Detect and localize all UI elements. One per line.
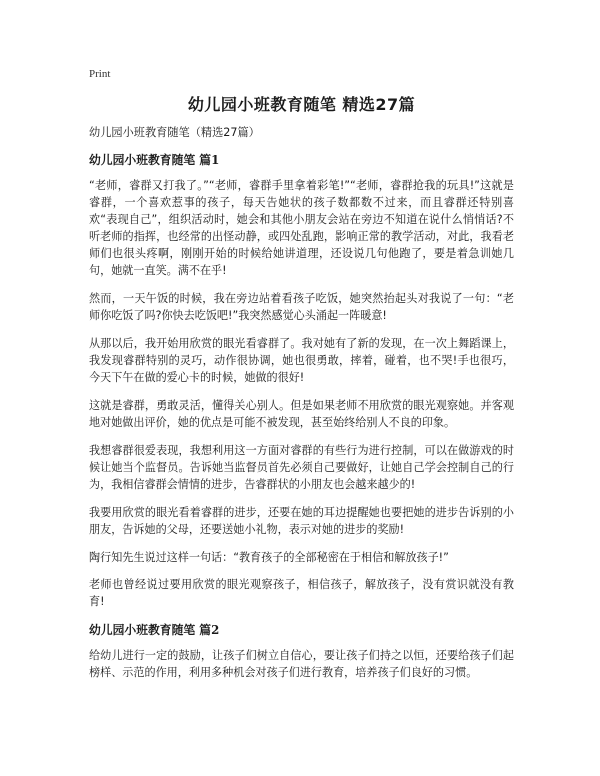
print-label: Print xyxy=(89,68,111,80)
document-page xyxy=(89,68,514,692)
paragraph: 我要用欣赏的眼光看着睿群的进步，还要在她的耳边提醒她也要把她的进步告诉别的小朋友，告诉她的父母，还要送她小礼物，表示对她的进步的奖励! xyxy=(89,506,514,536)
paragraph: 老师也曾经说过要用欣赏的眼光观察孩子，相信孩子，解放孩子，没有赏识就没有教育! xyxy=(89,578,514,608)
section-heading: 幼儿园小班教育随笔 篇2 xyxy=(89,623,220,637)
document-subtitle: 幼儿园小班教育随笔（精选27篇） xyxy=(89,126,260,139)
section-1 xyxy=(89,151,514,610)
section-heading: 幼儿园小班教育随笔 篇1 xyxy=(89,153,220,167)
document-title: 幼儿园小班教育随笔 精选27篇 xyxy=(187,95,416,114)
paragraph: 给幼儿进行一定的鼓励，让孩子们树立自信心，要让孩子们持之以恒，还要给孩子们起榜样、示范的作用，利用多种机会对孩子们进行教育，培养孩子们良好的习惯。 xyxy=(89,649,514,679)
paragraph: 陶行知先生说过这样一句话：“教育孩子的全部秘密在于相信和解放孩子!” xyxy=(89,551,449,564)
paragraph: 从那以后，我开始用欣赏的眼光看睿群了。我对她有了新的发现，在一次上舞蹈课上，我发现睿群特别的灵巧，动作很协调，她也很勇敢，摔着，碰着，也不哭!手也很巧，今天下午在做的爱心卡的时候，她做的很好! xyxy=(89,337,514,384)
paragraph: 这就是睿群，勇敢灵活，懂得关心别人。但是如果老师不用欣赏的眼光观察她。并客观地对她做出评价，她的优点是可能不被发现，甚至始终给别人不良的印象。 xyxy=(89,399,514,429)
section-2 xyxy=(89,621,514,681)
paragraph: 我想睿群很爱表现，我想利用这一方面对睿群的有些行为进行控制，可以在做游戏的时候让她当个监督员。告诉她当监督员首先必须自己要做好，让她自己学会控制自己的行为，我相信睿群会情情的进步，告睿群状的小朋友也会越来越少的! xyxy=(89,444,514,491)
paragraph: “老师，睿群又打我了。”“老师，睿群手里拿着彩笔!”“老师，睿群抢我的玩具!”这就是睿群，一个喜欢惹事的孩子，每天告她状的孩子数都数不过来，而且睿群还特别喜欢“表现自己”，组织活动时，她会和其他小朋友会站在旁边不知道在说什么悄悄话?不听老师的指挥，也经常的出怪动静，或四处乱跑，影响正常的教学活动，对此，我看老师们也很头疼啊，刚刚开始的时候给她讲道理，还设说几句他跑了，要是着急训她几句，她就一直笑。满不在乎! xyxy=(89,179,514,277)
paragraph: 然而，一天午饭的时候，我在旁边站着看孩子吃饭，她突然抬起头对我说了一句：“老师你吃饭了吗?你快去吃饭吧!”我突然感觉心头涌起一阵暖意! xyxy=(89,292,514,322)
